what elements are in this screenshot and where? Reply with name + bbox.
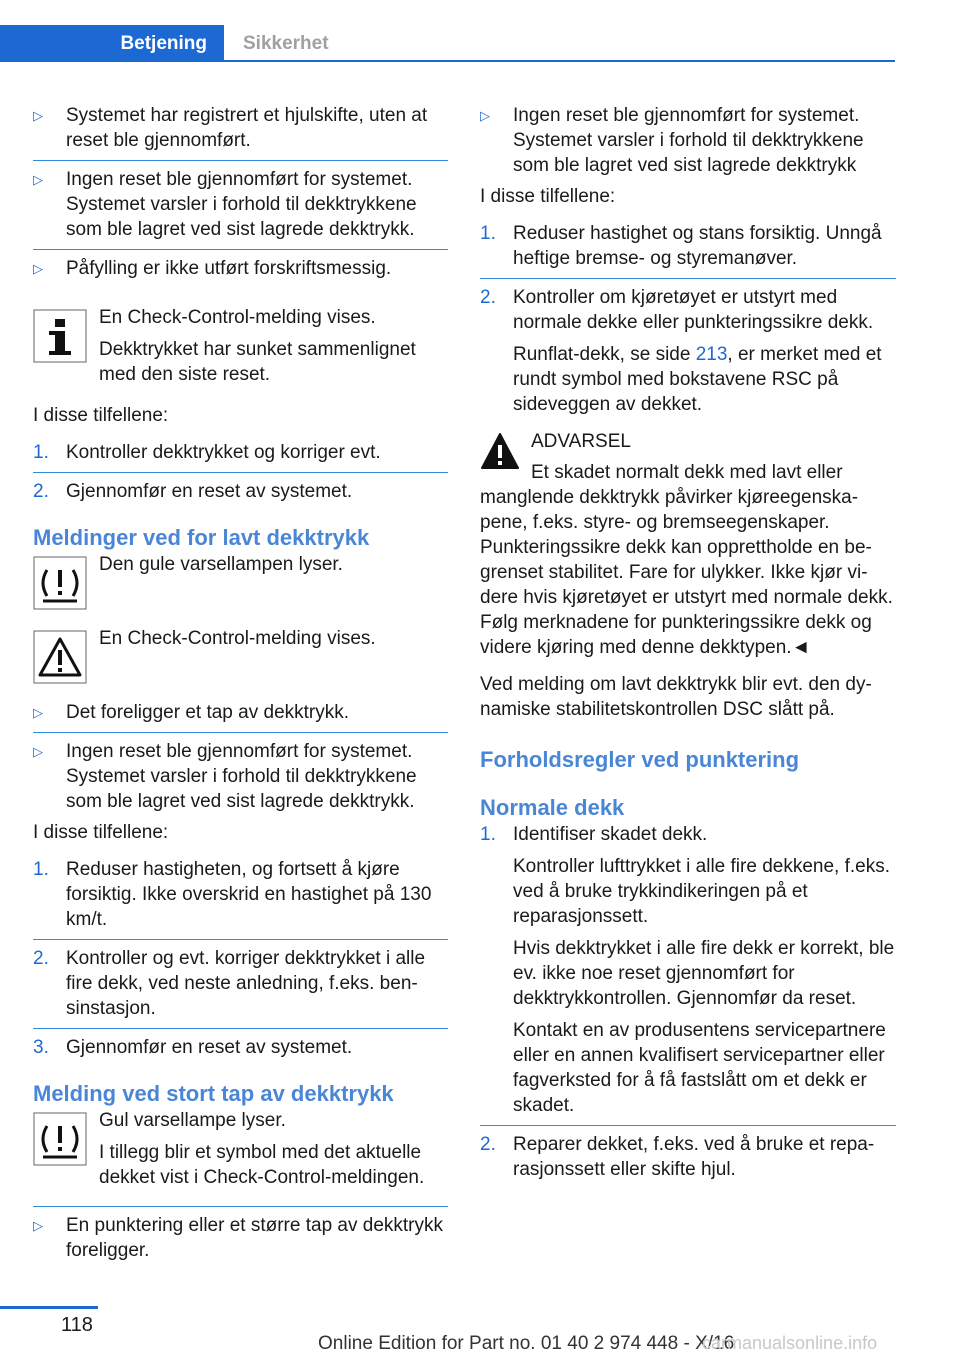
check-control-callout: En Check-Control-melding vises. bbox=[33, 626, 448, 688]
edition-footer: Online Edition for Part no. 01 40 2 974 448 - X/16 bbox=[318, 1333, 735, 1354]
step-number: 1. bbox=[480, 824, 496, 845]
bullet-marker: ▷ bbox=[33, 261, 43, 276]
warning-triangle-icon bbox=[33, 630, 87, 684]
warning-block: ADVARSEL Et skadet normalt dekk med lavt eller manglende dekktrykk påvirker kjøreegenskapene, f.eks. styre- og bremseegenskaper. Punkteringssikre dekk kan opprettholde en begrenset stabilitet. Fare for ulykker. Ikke kjør videre hvis kjøretøyet er utstyrt med normale dekk. Følg merknadene for punkteringssikre dekk og videre kjøring med denne dekktypen.◄ bbox=[480, 429, 896, 660]
warning-title: ADVARSEL bbox=[531, 431, 631, 452]
page-number-bar bbox=[0, 1306, 98, 1309]
list-item: 1. Kontroller dekktrykket og korriger evt. bbox=[33, 442, 381, 463]
list-item: ▷ Systemet har registrert et hjulskifte, uten at reset ble gjennomført. bbox=[33, 105, 428, 151]
step-number: 2. bbox=[480, 287, 496, 308]
info-callout: En Check-Control-melding vises. Dekktrykket har sunket sammenlignet med den siste reset. bbox=[33, 305, 448, 387]
list-item: 2. Kontroller om kjøretøyet er utstyrt med normale dekke eller punkteringssikre dekk. bbox=[480, 287, 874, 333]
tire-pressure-warning-icon bbox=[33, 1112, 87, 1166]
list-item: 2. Gjennomfør en reset av systemet. bbox=[33, 481, 353, 502]
tab-sikkerhet[interactable]: Sikkerhet bbox=[243, 33, 329, 54]
section-heading: Meldinger ved for lavt dekktrykk bbox=[33, 525, 370, 550]
info-icon bbox=[33, 309, 87, 363]
list-item: 2. Reparer dekket, f.eks. ved å bruke et reparasjonssett eller skifte hjul. bbox=[480, 1134, 875, 1180]
step-number: 2. bbox=[480, 1134, 496, 1155]
chapter-tabbar bbox=[0, 25, 895, 62]
bullet-marker: ▷ bbox=[33, 1218, 43, 1233]
left-column: ▷ Systemet har registrert et hjulskifte, uten at reset ble gjennomført. ▷ Ingen reset ble gjennomført for systemet. Systemet varsler i forhold til dekktrykkene som ble lagret ved sist lagrede dekktrykk. ▷ Påfylling er ikke utført forskriftsmessig. En Check-Control-melding vises. Dekktrykket har sunket sammenlignet med den siste reset. I disse tilfellene: 1. Kontroller dekktrykket og korriger evt. 2. Gjennomfør en reset av systemet. Meldinger ved for lavt dekktrykk Den gule varsellampen lyser. En Check-Control-melding vises. ▷ Det foreligger et tap av dekktrykk. ▷ Ingen reset ble gjennomført for systemet. Systemet varsler i forhold til dekktrykkene som ble lagret ved sist lagrede dekktrykk. I disse tilfellene: 1. Reduser hastigheten, og fortsett å kjøre forsiktig. Ikke overskrid en hastighet på 130 km/t. 2. Kontroller og evt. korriger dekktrykket i alle fire dekk, ved neste anledning, f.eks. bensinstasjon. 3. Gjennomfør en reset av systemet. Melding ved stort tap av dekktrykk Gul varsellampe lyser. I tillegg blir et symbol med det aktuelle dekket vist i Check-Control-meldingen. ▷ En punktering eller et større tap av dekktrykk foreligger. bbox=[33, 103, 448, 1263]
bullet-marker: ▷ bbox=[33, 172, 43, 187]
section-heading: Forholdsregler ved punktering bbox=[480, 747, 800, 772]
tab-betjening[interactable]: Betjening bbox=[0, 25, 224, 62]
list-item: 3. Gjennomfør en reset av systemet. bbox=[33, 1037, 353, 1058]
warning-triangle-icon bbox=[480, 432, 520, 472]
list-item: ▷ Ingen reset ble gjennomført for systemet. Systemet varsler i forhold til dekktrykkene som ble lagret ved sist lagrede dekktrykk. bbox=[33, 169, 417, 240]
header-rule bbox=[0, 60, 895, 62]
bullet-marker: ▷ bbox=[33, 705, 43, 720]
list-item: ▷ Ingen reset ble gjennomført for systemet. Systemet varsler i forhold til dekktrykkene som ble lagret ved sist lagrede dekktrykk bbox=[480, 105, 864, 176]
list-item: 1. Identifiser skadet dekk. bbox=[480, 824, 708, 845]
section-heading: Melding ved stort tap av dekktrykk bbox=[33, 1081, 394, 1106]
step-number: 3. bbox=[33, 1037, 49, 1058]
large-loss-callout: Gul varsellampe lyser. I tillegg blir et symbol med det aktuelle dekket vist i Check-Control-meldingen. bbox=[33, 1108, 448, 1190]
step-number: 1. bbox=[33, 442, 49, 463]
right-column: ▷ Ingen reset ble gjennomført for systemet. Systemet varsler i forhold til dekktrykkene som ble lagret ved sist lagrede dekktrykk I disse tilfellene: 1. Reduser hastighet og stans forsiktig. Unngå heftige bremse- og styremanøver. 2. Kontroller om kjøretøyet er utstyrt med normale dekke eller punkteringssikre dekk. Runflat-dekk, se side 213, er merket med et rundt symbol med bokstavene RSC på sideveggen av dekket. ADVARSEL Et skadet normalt dekk med lavt eller manglende dekktrykk påvirker kjøreegenskapene, f.eks. styre- og bremseegenskaper. Punkteringssikre dekk kan opprettholde en begrenset stabilitet. Fare for ulykker. Ikke kjør videre hvis kjøretøyet er utstyrt med normale dekk. Følg merknadene for punkteringssikre dekk og videre kjøring med denne dekktypen.◄ Ved melding om lavt dekktrykk blir evt. den dynamiske stabilitetskontrollen DSC slått på. Forholdsregler ved punktering Normale dekk 1. Identifiser skadet dekk. Kontroller lufttrykket i alle fire dekkene, f.eks. ved å bruke trykkindikeringen på et reparasjonssett. Hvis dekktrykket i alle fire dekk er korrekt, ble ev. ikke noe reset gjennomført for dekktrykkontrollen. Gjennomfør da reset. Kontakt en av produsentens servicepartnere eller en annen kvalifisert servicepartner eller fagverksted for å få fastslått om et dekk er skadet. 2. Reparer dekket, f.eks. ved å bruke et reparasjonssett eller skifte hjul. bbox=[480, 105, 895, 1180]
list-item: 1. Reduser hastighet og stans forsiktig. Unngå heftige bremse- og styremanøver. bbox=[480, 223, 882, 269]
bullet-marker: ▷ bbox=[33, 108, 43, 123]
list-item: ▷ Ingen reset ble gjennomført for systemet. Systemet varsler i forhold til dekktrykkene som ble lagret ved sist lagrede dekktrykk. bbox=[33, 741, 417, 812]
list-item: ▷ Det foreligger et tap av dekktrykk. bbox=[33, 702, 350, 723]
tire-lamp-callout: Den gule varsellampen lyser. bbox=[33, 552, 448, 614]
bullet-marker: ▷ bbox=[33, 744, 43, 759]
bullet-marker: ▷ bbox=[480, 108, 490, 123]
subsection-heading: Normale dekk bbox=[480, 795, 625, 820]
page-number: 118 bbox=[61, 1314, 93, 1336]
step-number: 2. bbox=[33, 948, 49, 969]
list-item: ▷ Påfylling er ikke utført forskriftsmessig. bbox=[33, 258, 392, 279]
list-item: 2. Kontroller og evt. korriger dekktrykket i alle fire dekk, ved neste anledning, f.eks. bensinstasjon. bbox=[33, 948, 426, 1019]
tire-pressure-warning-icon bbox=[33, 556, 87, 610]
watermark: carmanualsonline.info bbox=[702, 1333, 878, 1353]
step-number: 1. bbox=[33, 859, 49, 880]
step-number: 2. bbox=[33, 481, 49, 502]
list-item: ▷ En punktering eller et større tap av dekktrykk foreligger. bbox=[33, 1215, 443, 1261]
page-link-213[interactable]: 213 bbox=[695, 344, 728, 365]
runflat-paragraph: Runflat-dekk, se side 213, er merket med et rundt symbol med bokstavene RSC på sideveggen av dekket. bbox=[513, 344, 882, 415]
list-item: 1. Reduser hastigheten, og fortsett å kjøre forsiktig. Ikke overskrid en hastighet på 130 km/t. bbox=[33, 859, 432, 930]
step-number: 1. bbox=[480, 223, 496, 244]
